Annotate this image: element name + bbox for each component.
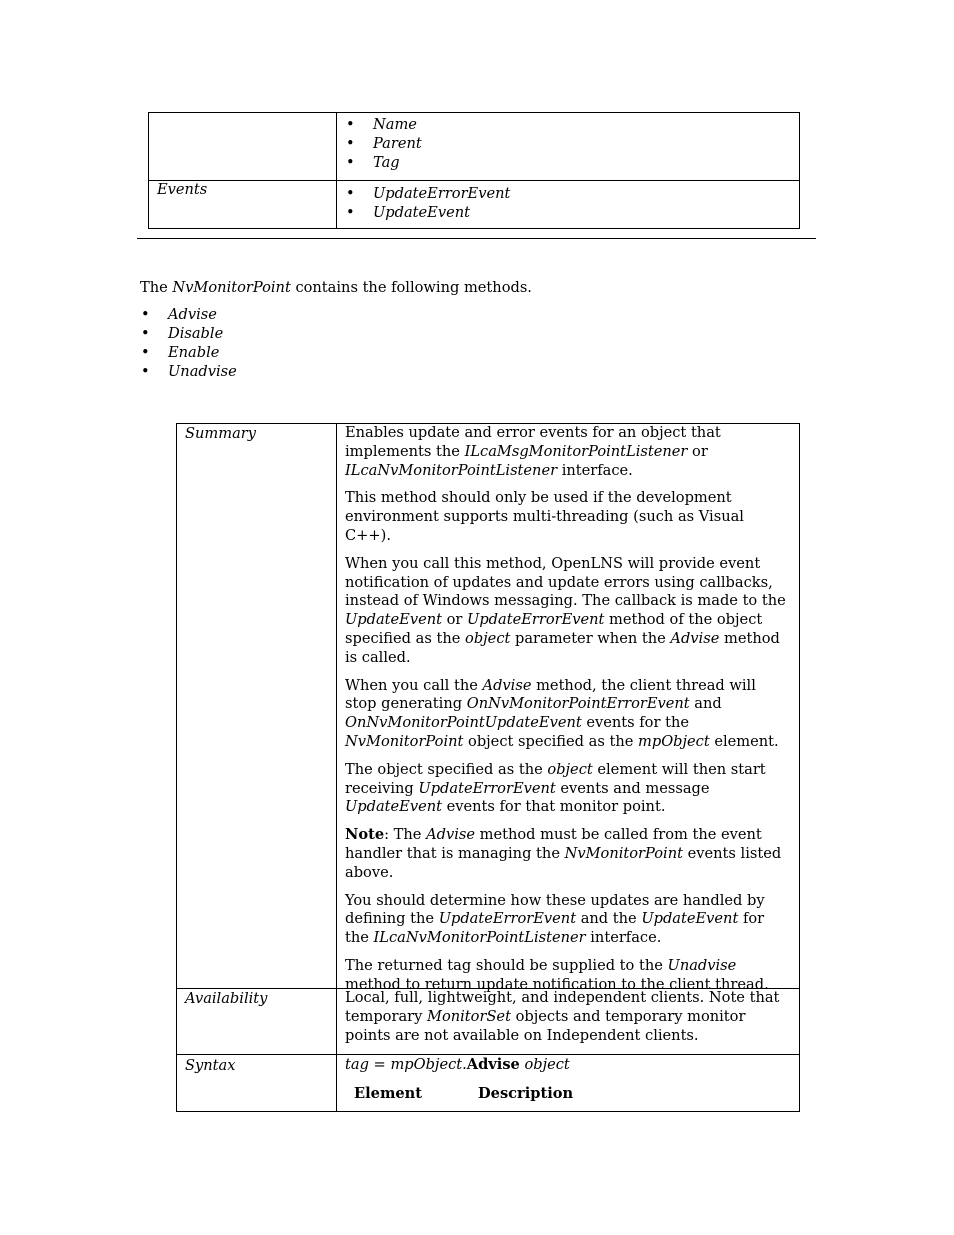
events-label: Events xyxy=(157,181,208,198)
row-divider xyxy=(149,180,799,181)
section-divider xyxy=(137,238,816,239)
column-divider xyxy=(336,424,337,1111)
methods-intro: The NvMonitorPoint contains the following methods. xyxy=(140,279,532,296)
summary-label: Summary xyxy=(185,425,256,442)
events-list xyxy=(344,184,510,222)
availability-text: Local, full, lightweight, and independent clients. Note that temporary MonitorSet objects and temporary monitor points are not available on Independent clients. xyxy=(345,989,780,1044)
methods-list xyxy=(140,305,237,381)
element-header: Element xyxy=(354,1085,423,1102)
list-item: • Parent xyxy=(344,134,422,153)
properties-table xyxy=(148,112,800,229)
object-name: NvMonitorPoint xyxy=(172,279,291,296)
list-item: • UpdateEvent xyxy=(344,203,510,222)
list-item: • UpdateErrorEvent xyxy=(344,184,510,203)
summary-text: Enables update and error events for an object that implements the ILcaMsgMonitorPointListener or ILcaNvMonitorPointListener interface. This method should only be used if the development environment supports multi-threading (such as Visual C++). When you call this method, OpenLNS will provide event notification of updates and update errors using callbacks, instead of Windows messaging. The callback is made to the UpdateEvent or UpdateErrorEvent method of the object specified as the object parameter when the Advise method is called. When you call the Advise method, the client thread will stop generating OnNvMonitorPointErrorEvent and OnNvMonitorPointUpdateEvent events for the NvMonitorPoint object specified as the mpObject element. The object specified as the object element will then start receiving UpdateErrorEvent events and message UpdateEvent events for that monitor point. Note: The Advise method must be called from the event handler that is managing the NvMonitorPoint events listed above. You should determine how these updates are handled by defining the UpdateErrorEvent and the UpdateEvent for the ILcaNvMonitorPointListener interface. The returned tag should be supplied to the Unadvise method to return update notification to the client thread. xyxy=(345,424,786,993)
list-item: • Tag xyxy=(344,153,422,172)
method-disable: • Disable xyxy=(140,324,237,343)
method-advise: • Advise xyxy=(140,305,237,324)
list-item: • Name xyxy=(344,115,422,134)
row-divider xyxy=(177,1054,799,1055)
advise-method-table xyxy=(176,423,800,1112)
method-unadvise: • Unadvise xyxy=(140,362,237,381)
availability-label: Availability xyxy=(185,990,268,1007)
column-divider xyxy=(336,113,337,228)
syntax-label: Syntax xyxy=(185,1057,236,1074)
method-enable: • Enable xyxy=(140,343,237,362)
description-header: Description xyxy=(478,1085,574,1102)
syntax-text: tag = mpObject.Advise object xyxy=(345,1056,570,1073)
properties-list xyxy=(344,115,422,172)
